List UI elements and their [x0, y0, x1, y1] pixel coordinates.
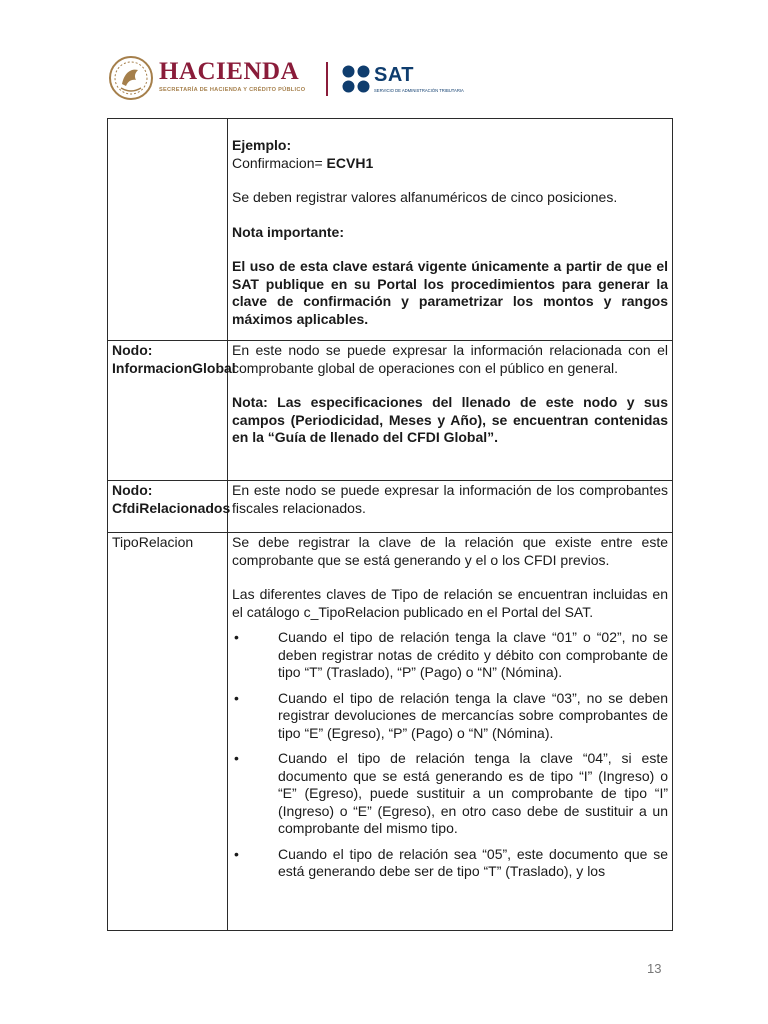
row-text: Se deben registrar valores alfanuméricos de cinco posiciones.: [232, 189, 618, 205]
example-value: ECVH1: [326, 154, 374, 171]
sat-logo-icon: [341, 64, 371, 94]
note-title: Nota importante:: [232, 223, 344, 240]
example-prefix: Confirmacion=: [232, 154, 327, 171]
row-text: Se debe registrar la clave de la relación que existe entre este comprobante que se está generando y el o los CFDI previos.: [232, 534, 668, 568]
table-row: [108, 533, 673, 931]
table-row: [108, 481, 673, 533]
table-row: [108, 341, 673, 481]
row-content: [228, 481, 673, 533]
row-text: En este nodo se puede expresar la información de los comprobantes fiscales relacionados.: [232, 482, 668, 516]
bullet-icon: •: [234, 629, 239, 645]
sat-subtitle: SERVICIO DE ADMINISTRACIÓN TRIBUTARIA: [374, 88, 464, 93]
row-text: En este nodo se puede expresar la información relacionada con el comprobante global de operaciones con el público en general.: [232, 342, 668, 376]
example-line: [232, 155, 668, 173]
row-label: [108, 119, 228, 341]
row-label: Nodo: CfdiRelacionados: [108, 481, 228, 533]
note-text: Nota: Las especificaciones del llenado de este nodo y sus campos (Periodicidad, Meses y Año), se encuentran contenidas en la “Guía de llenado del CFDI Global”.: [232, 394, 668, 445]
list-item: [232, 750, 668, 838]
list-item-text: Cuando el tipo de relación tenga la clave “04”, si este documento que se está generando es de tipo “I” (Ingreso) o “E” (Egreso), puede sustituir a un comprobante de tipo “I” (Ingreso) o “E” (Egreso), en otro caso debe de sustituir a un comprobante del mismo tipo.: [278, 750, 668, 836]
row-content: [228, 533, 673, 931]
note-text: El uso de esta clave estará vigente únicamente a partir de que el SAT publique en su Portal los procedimientos para generar la clave de confirmación y parametrizar los montos y rangos máximos aplicables.: [232, 258, 668, 327]
table-row: [108, 119, 673, 341]
list-item: [232, 690, 668, 743]
row-content: [228, 341, 673, 481]
list-item-text: Cuando el tipo de relación sea “05”, este documento que se está generando debe ser de tipo “T” (Traslado), y los: [278, 845, 668, 879]
bullet-icon: •: [234, 750, 239, 766]
hacienda-title: HACIENDA: [159, 58, 300, 85]
list-item-text: Cuando el tipo de relación tenga la clave “03”, no se deben registrar devoluciones de mercancías sobre comprobantes de tipo “E” (Egreso), “P” (Pago) o “N” (Nómina).: [278, 689, 668, 741]
list-item: [232, 846, 668, 881]
hacienda-subtitle: SECRETARÍA DE HACIENDA Y CRÉDITO PÚBLICO: [159, 87, 306, 93]
row-label: TipoRelacion: [108, 533, 228, 931]
bullet-icon: •: [234, 845, 239, 862]
row-content: [228, 119, 673, 341]
list-item: [232, 629, 668, 682]
header-divider: [326, 62, 328, 96]
list-item-text: Cuando el tipo de relación tenga la clave “01” o “02”, no se deben registrar notas de crédito y débito con comprobante de tipo “T” (Traslado), “P” (Pago) o “N” (Nómina).: [278, 629, 668, 680]
page-header: [108, 54, 488, 106]
bullet-icon: •: [234, 689, 239, 706]
row-text: Las diferentes claves de Tipo de relación se encuentran incluidas en el catálogo c_TipoRelacion publicado en el Portal del SAT.: [232, 586, 668, 620]
sat-title: SAT: [374, 64, 415, 86]
field-table: [107, 118, 673, 931]
page-number: 13: [647, 961, 662, 976]
mexico-seal-icon: [108, 54, 154, 102]
example-title: Ejemplo:: [232, 137, 292, 153]
bullet-list: [232, 629, 668, 881]
row-label: Nodo: InformacionGlobal: [108, 341, 228, 481]
